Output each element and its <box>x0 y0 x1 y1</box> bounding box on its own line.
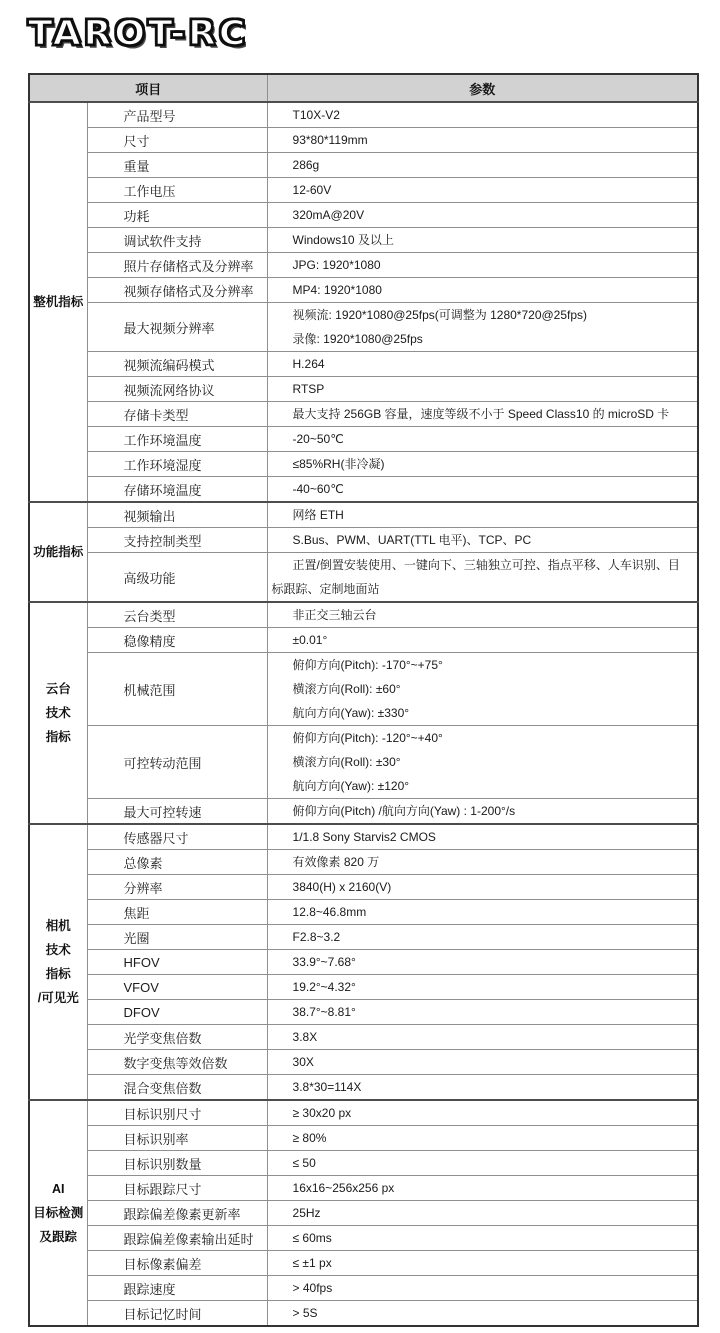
value-cell <box>267 1075 698 1101</box>
value-line: RTSP <box>292 382 325 396</box>
spec-row <box>29 528 698 553</box>
item-cell: 重量 <box>87 153 267 178</box>
value-cell <box>267 203 698 228</box>
spec-row <box>29 502 698 528</box>
value-cell <box>267 452 698 477</box>
value-line: 16x16~256x256 px <box>292 1181 395 1195</box>
value-line: 38.7°~8.81° <box>292 1005 356 1019</box>
category-cell <box>29 502 87 602</box>
value-line: 25Hz <box>292 1206 321 1220</box>
value-cell <box>267 1151 698 1176</box>
value-cell <box>267 228 698 253</box>
spec-row <box>29 102 698 128</box>
value-cell <box>267 824 698 850</box>
value-line: JPG: 1920*1080 <box>292 258 381 272</box>
spec-row <box>29 377 698 402</box>
spec-row <box>29 850 698 875</box>
value-line: 视频流: 1920*1080@25fps(可调整为 1280*720@25fps) <box>292 308 588 322</box>
spec-row <box>29 1000 698 1025</box>
value-line: 33.9°~7.68° <box>292 955 356 969</box>
value-line: 俯仰方向(Pitch) /航向方向(Yaw) : 1-200°/s <box>292 804 516 818</box>
value-cell <box>267 950 698 975</box>
value-cell <box>267 726 698 799</box>
value-line: ≥ 80% <box>292 1131 327 1145</box>
spec-row <box>29 602 698 628</box>
column-header-param: 参数 <box>267 74 698 102</box>
item-cell: 功耗 <box>87 203 267 228</box>
value-cell <box>267 1226 698 1251</box>
category-label-line: 云台 <box>45 682 71 696</box>
item-cell: 目标记忆时间 <box>87 1301 267 1327</box>
spec-row <box>29 799 698 825</box>
item-cell: 尺寸 <box>87 128 267 153</box>
value-cell <box>267 178 698 203</box>
item-cell: 产品型号 <box>87 102 267 128</box>
value-line: 网络 ETH <box>292 508 344 522</box>
item-cell: 光圈 <box>87 925 267 950</box>
value-cell <box>267 900 698 925</box>
category-cell <box>29 1100 87 1326</box>
value-line: F2.8~3.2 <box>292 930 341 944</box>
category-label-line: 技术 <box>45 943 71 957</box>
spec-row <box>29 228 698 253</box>
spec-row <box>29 153 698 178</box>
item-cell: 工作电压 <box>87 178 267 203</box>
spec-row <box>29 900 698 925</box>
item-cell: 机械范围 <box>87 653 267 726</box>
value-cell <box>267 925 698 950</box>
value-line: 30X <box>292 1055 314 1069</box>
category-label-line: 指标 <box>45 730 71 744</box>
value-line: 航向方向(Yaw): ±120° <box>292 779 410 793</box>
value-line: 1/1.8 Sony Starvis2 CMOS <box>292 830 436 844</box>
spec-row <box>29 303 698 352</box>
value-cell <box>267 799 698 825</box>
spec-row <box>29 553 698 603</box>
brand-logo <box>28 6 248 60</box>
value-line: 俯仰方向(Pitch): -170°~+75° <box>292 658 443 672</box>
category-label-line: 目标检测 <box>33 1206 84 1220</box>
value-line: ±0.01° <box>292 633 328 647</box>
item-cell: 高级功能 <box>87 553 267 603</box>
value-line: > 5S <box>292 1306 318 1320</box>
value-cell <box>267 153 698 178</box>
value-cell <box>267 875 698 900</box>
category-cell <box>29 602 87 824</box>
spec-row <box>29 653 698 726</box>
item-cell: 目标识别数量 <box>87 1151 267 1176</box>
item-cell: 云台类型 <box>87 602 267 628</box>
category-label-line: 整机指标 <box>33 295 84 309</box>
value-cell <box>267 1176 698 1201</box>
item-cell: 支持控制类型 <box>87 528 267 553</box>
spec-row <box>29 1301 698 1327</box>
item-cell: 工作环境湿度 <box>87 452 267 477</box>
value-line: 航向方向(Yaw): ±330° <box>292 706 410 720</box>
value-line: S.Bus、PWM、UART(TTL 电平)、TCP、PC <box>292 533 532 547</box>
spec-row <box>29 1226 698 1251</box>
category-label-line: 功能指标 <box>33 545 84 559</box>
value-cell <box>267 1201 698 1226</box>
value-cell <box>267 1000 698 1025</box>
value-line: -40~60℃ <box>292 482 344 496</box>
value-line: 12.8~46.8mm <box>292 905 367 919</box>
category-cell <box>29 102 87 502</box>
value-line: 3840(H) x 2160(V) <box>292 880 392 894</box>
spec-row <box>29 1201 698 1226</box>
value-cell <box>267 653 698 726</box>
value-cell <box>267 128 698 153</box>
value-line: ≤ 60ms <box>292 1231 332 1245</box>
category-label-line: 及跟踪 <box>39 1230 77 1244</box>
category-label-line: AI <box>52 1182 65 1196</box>
column-header-item: 项目 <box>29 74 267 102</box>
item-cell: 分辨率 <box>87 875 267 900</box>
value-cell <box>267 553 698 603</box>
value-line: 93*80*119mm <box>292 133 368 147</box>
value-cell <box>267 477 698 503</box>
value-cell <box>267 1050 698 1075</box>
item-cell: 视频流网络协议 <box>87 377 267 402</box>
value-cell <box>267 1100 698 1126</box>
category-label-line: 指标 <box>45 967 71 981</box>
spec-row <box>29 1276 698 1301</box>
spec-row <box>29 1050 698 1075</box>
item-cell: 工作环境温度 <box>87 427 267 452</box>
spec-row <box>29 1075 698 1101</box>
value-line: ≤ 50 <box>292 1156 316 1170</box>
spec-row <box>29 1025 698 1050</box>
value-cell <box>267 402 698 427</box>
item-cell: 总像素 <box>87 850 267 875</box>
spec-row <box>29 427 698 452</box>
spec-row <box>29 352 698 377</box>
spec-row <box>29 875 698 900</box>
item-cell: 跟踪偏差像素输出延时 <box>87 1226 267 1251</box>
value-line: -20~50℃ <box>292 432 344 446</box>
value-cell <box>267 1301 698 1327</box>
brand-logo-text: TAROT-RC <box>28 13 249 53</box>
spec-row <box>29 1176 698 1201</box>
spec-table-header <box>29 74 698 102</box>
value-cell <box>267 1025 698 1050</box>
value-line: 横滚方向(Roll): ±30° <box>292 755 401 769</box>
value-cell <box>267 253 698 278</box>
item-cell: 稳像精度 <box>87 628 267 653</box>
value-line: ≤ ±1 px <box>292 1256 332 1270</box>
spec-row <box>29 452 698 477</box>
item-cell: 视频存储格式及分辨率 <box>87 278 267 303</box>
value-line: ≥ 30x20 px <box>292 1106 352 1120</box>
value-line: 俯仰方向(Pitch): -120°~+40° <box>292 731 443 745</box>
item-cell: DFOV <box>87 1000 267 1025</box>
spec-row <box>29 477 698 503</box>
value-line: T10X-V2 <box>292 108 340 122</box>
item-cell: 调试软件支持 <box>87 228 267 253</box>
value-line: 320mA@20V <box>292 208 365 222</box>
value-line: ≤85%RH(非冷凝) <box>292 457 385 471</box>
item-cell: 视频输出 <box>87 502 267 528</box>
spec-row <box>29 824 698 850</box>
value-cell <box>267 1251 698 1276</box>
value-line: 3.8*30=114X <box>292 1080 362 1094</box>
item-cell: 目标识别率 <box>87 1126 267 1151</box>
value-cell <box>267 1276 698 1301</box>
value-cell <box>267 278 698 303</box>
item-cell: 视频流编码模式 <box>87 352 267 377</box>
item-cell: 光学变焦倍数 <box>87 1025 267 1050</box>
item-cell: 混合变焦倍数 <box>87 1075 267 1101</box>
value-line: 横滚方向(Roll): ±60° <box>292 682 401 696</box>
spec-row <box>29 726 698 799</box>
item-cell: 目标像素偏差 <box>87 1251 267 1276</box>
value-line: MP4: 1920*1080 <box>292 283 382 297</box>
value-cell <box>267 377 698 402</box>
spec-row <box>29 628 698 653</box>
item-cell: 数字变焦等效倍数 <box>87 1050 267 1075</box>
value-cell <box>267 352 698 377</box>
spec-row <box>29 1251 698 1276</box>
item-cell: HFOV <box>87 950 267 975</box>
value-line: > 40fps <box>292 1281 333 1295</box>
item-cell: 存储环境温度 <box>87 477 267 503</box>
spec-row <box>29 402 698 427</box>
value-cell <box>267 975 698 1000</box>
value-cell <box>267 427 698 452</box>
spec-row <box>29 278 698 303</box>
item-cell: VFOV <box>87 975 267 1000</box>
value-cell <box>267 528 698 553</box>
spec-row <box>29 1100 698 1126</box>
value-line: 12-60V <box>292 183 332 197</box>
value-line: 录像: 1920*1080@25fps <box>292 332 423 346</box>
spec-row <box>29 203 698 228</box>
spec-row <box>29 178 698 203</box>
value-line: 19.2°~4.32° <box>292 980 356 994</box>
value-cell <box>267 1126 698 1151</box>
item-cell: 跟踪偏差像素更新率 <box>87 1201 267 1226</box>
value-line: 非正交三轴云台 <box>292 608 377 622</box>
value-line: 3.8X <box>292 1030 318 1044</box>
header-row <box>29 74 698 102</box>
value-cell <box>267 602 698 628</box>
value-line: 标跟踪、定制地面站 <box>271 582 380 596</box>
item-cell: 可控转动范围 <box>87 726 267 799</box>
spec-row <box>29 253 698 278</box>
spec-row <box>29 975 698 1000</box>
spec-row <box>29 128 698 153</box>
category-label-line: /可见光 <box>37 991 79 1005</box>
value-line: 正置/倒置安装使用、一键向下、三轴独立可控、指点平移、人车识别、目 <box>292 558 680 572</box>
value-cell <box>267 628 698 653</box>
item-cell: 存储卡类型 <box>87 402 267 427</box>
item-cell: 目标识别尺寸 <box>87 1100 267 1126</box>
spec-table <box>28 73 699 1327</box>
value-cell <box>267 502 698 528</box>
value-line: 最大支持 256GB 容量，速度等级不小于 Speed Class10 的 microSD 卡 <box>292 407 670 421</box>
value-line: 286g <box>292 158 320 172</box>
category-cell <box>29 824 87 1100</box>
value-line: H.264 <box>292 357 325 371</box>
item-cell: 目标跟踪尺寸 <box>87 1176 267 1201</box>
item-cell: 最大可控转速 <box>87 799 267 825</box>
spec-row <box>29 1151 698 1176</box>
value-cell <box>267 303 698 352</box>
spec-row <box>29 950 698 975</box>
spec-row <box>29 925 698 950</box>
value-line: 有效像素 820 万 <box>292 855 380 869</box>
value-cell <box>267 850 698 875</box>
category-label-line: 相机 <box>45 919 71 933</box>
item-cell: 照片存储格式及分辨率 <box>87 253 267 278</box>
value-cell <box>267 102 698 128</box>
spec-table-body <box>29 102 698 1326</box>
item-cell: 最大视频分辨率 <box>87 303 267 352</box>
category-label-line: 技术 <box>45 706 71 720</box>
item-cell: 焦距 <box>87 900 267 925</box>
value-line: Windows10 及以上 <box>292 233 394 247</box>
spec-row <box>29 1126 698 1151</box>
item-cell: 传感器尺寸 <box>87 824 267 850</box>
item-cell: 跟踪速度 <box>87 1276 267 1301</box>
